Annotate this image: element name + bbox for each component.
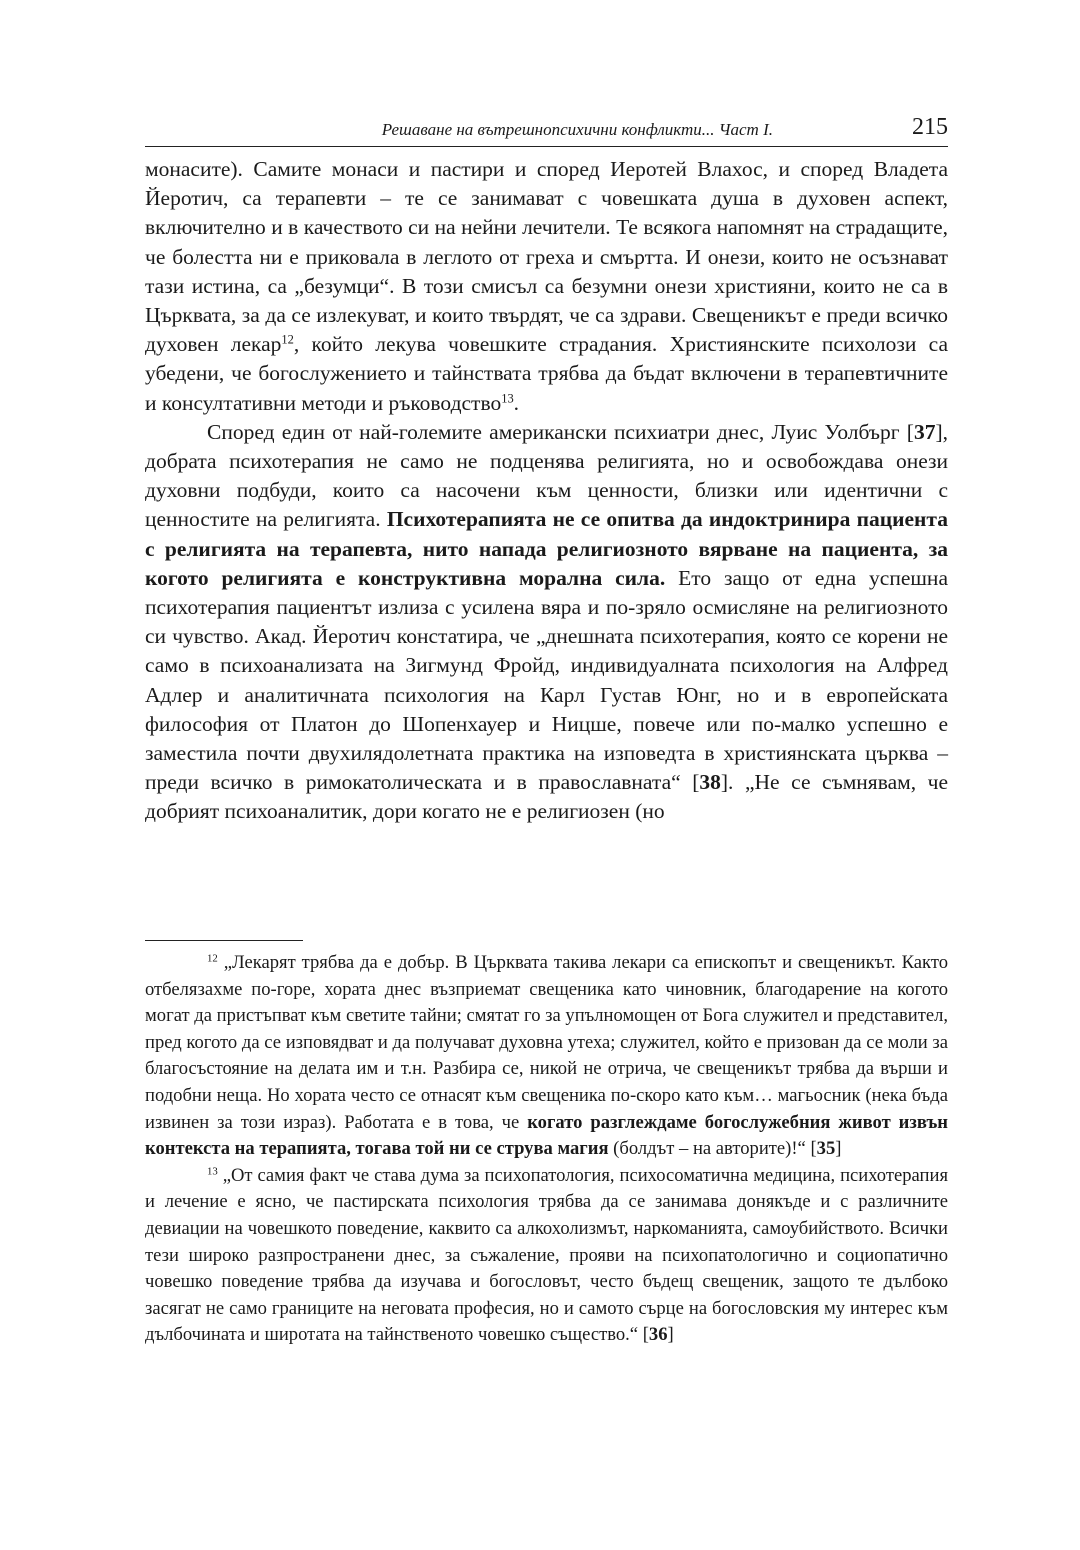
footnote-text: ] (835, 1138, 842, 1160)
citation-ref-36: 36 (648, 1324, 668, 1346)
footnote-text: (болдът – на авторите)!“ [ (608, 1138, 817, 1160)
paragraph-text: Според един от най-големите американски психиатри днес, Луис Уолбърг [ (207, 419, 914, 444)
paragraph-text: ]. „Не се съмнявам, че добрият психоаналитик, дори когато не е религиозен (но (145, 770, 948, 824)
paragraph-text: Ето защо от една успешна психотерапия пациентът излиза с усилена вяра и по-зряло осмисляне на религиозното си чувство. Акад. Йеротич констатира, че „днешната психотерапия, която се корени не само в психоанализата на Зигмунд Фройд, индивидуалната психология на Алфред Адлер и аналитичната психология на Карл Густав Юнг, но и в европейската философия от Платон до Шопенхауер и Ницше, повече или по-малко успешно е заместила почти двухилядолетната практика на изповедта в християнската църква – преди всичко в римокатолическата и в православната“ [ (145, 565, 948, 795)
footnote-text: „От самия факт че става дума за психопатология, психосоматична медицина, психотерапия и лечение е ясно, че пастирската психология трябва да се занимава донякъде и с различните девиации на човешкото поведение, каквито са алкохолизмът, наркоманията, самоубийството. Всички тези широко разпространени днес, за съжаление, прояви на психопатологично и социопатично човешко поведение трябва да изучава и богословът, често бъдещ свещеник, защото те дълбоко засягат не само границите на неговата професия, но и самото сърце на богословския му интерес към дълбочината и широтата на тайнственото човешко същество.“ [ (145, 1164, 948, 1346)
citation-ref-38: 38 (699, 770, 721, 795)
paragraph-text: монасите). Самите монаси и пастири и според Иеротей Влахос, и според Владета Йеротич, са терапевти – те се занимават с човешката душа в духовен аспект, включително и в качеството си на нейни лечители. Те всякога напомнят на страдащите, че болестта ни е приковала в леглото от греха и смъртта. И онези, които не осъзнават тази истина, са „безумци“. В този смисъл са безумни онези християни, които не са в Църквата, за да се излекуват, и които твърдят, че са здрави. Свещеникът е преди всичко духовен лекар (145, 157, 948, 357)
paragraph-2 (145, 418, 948, 827)
citation-ref-35: 35 (816, 1138, 836, 1160)
main-text (145, 155, 948, 827)
footnote-ref-13[interactable]: 13 (501, 391, 514, 406)
running-title: Решаване на вътрешнопсихични конфликти... Част I. (381, 120, 773, 139)
page-number: 215 (912, 114, 948, 140)
page-header (145, 112, 948, 147)
footnotes (145, 950, 948, 1349)
paragraph-text: , който лекува човешките страдания. Християнските психолози са убедени, че богослужението и тайнствата трябва да бъдат включени в терапевтичните и консултативни методи и ръководство (145, 332, 948, 415)
footnote-number: 12 (207, 952, 218, 965)
footnote-12 (145, 950, 948, 1163)
footnote-text: „Лекарят трябва да е добър. В Църквата такива лекари са епископът и свещеникът. Както отбелязахме по-горе, хората днес възприемат свещеника като чиновник, благодарение на когото могат да пристъпват към светите тайни; смятат го за упълномощен от Бога служител и представител, пред когото да се изповядват и да получават духовна утеха; служител, който е призован да се моли за благосъстояние на делата им и т.н. Разбира се, никой не отрича, че свещеникът трябва да върши и подобни неща. Но хората често се отнасят към свещеника по-скоро като към… магьосник (нека бъда извинен за този израз). Работата е в това, че (145, 952, 948, 1133)
paragraph-text: . (513, 390, 520, 415)
paragraph-1 (145, 155, 948, 418)
citation-ref-37: 37 (913, 419, 936, 444)
paragraph-text: ], добрата психотерапия не само не подценява религията, но и освобождава онези духовни подбуди, които са насочени към ценности, близки или идентични с ценностите на религията. (145, 419, 948, 532)
footnote-ref-12[interactable]: 12 (281, 332, 294, 347)
bold-emphasis: Психотерапията не се опитва да индоктринира пациента с религията на терапевта, нито напада религиозното вярване на пациента, за когото религията е конструктивна морална сила. (145, 507, 948, 590)
footnote-text: ] (667, 1324, 674, 1346)
footnote-13 (145, 1163, 948, 1349)
bold-emphasis: когато разглеждаме богослужебния живот извън контекста на терапията, тогава той ни се струва магия (145, 1111, 949, 1160)
footnote-number: 13 (207, 1165, 218, 1178)
footnote-separator (145, 940, 303, 941)
